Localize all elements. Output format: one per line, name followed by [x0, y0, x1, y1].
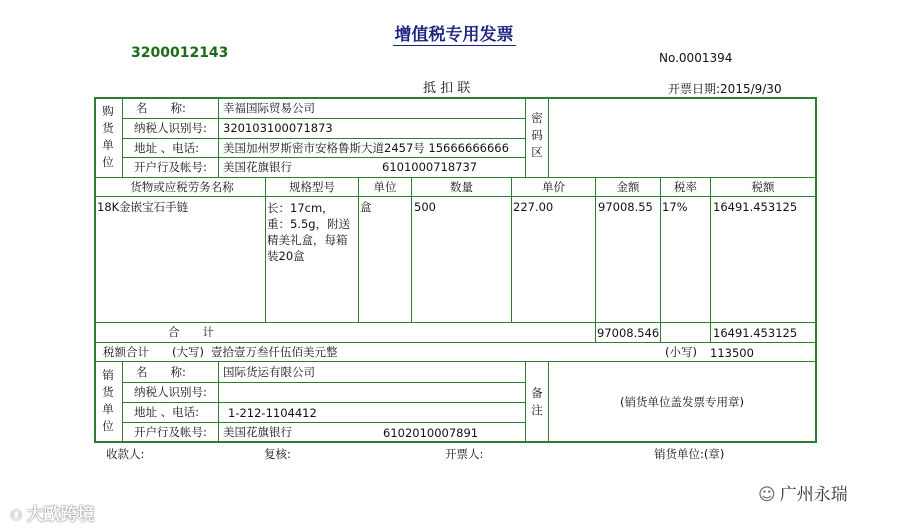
sum-upper-label: (大写)	[172, 345, 204, 359]
item-unit: 盒	[360, 200, 372, 214]
remarks-label: 备注	[531, 386, 543, 417]
seller-section-label: 销货单位	[102, 368, 114, 433]
buyer-name: 幸福国际贸易公司	[223, 101, 315, 115]
header-tax-rate: 税率	[674, 180, 697, 194]
watermark-logo-icon: ⚇	[10, 508, 23, 524]
wechat-icon: ☺	[758, 485, 776, 505]
seller-bank-label: 开户行及帐号:	[134, 425, 207, 439]
reviewer-label: 复核:	[264, 447, 291, 461]
seller-account: 6102010007891	[383, 426, 479, 440]
header-tax: 税额	[751, 180, 775, 194]
item-unit-price: 227.00	[513, 200, 554, 214]
seller-bank: 美国花旗银行	[223, 425, 292, 439]
item-tax: 16491.453125	[713, 200, 798, 214]
seller-name: 国际货运有限公司	[223, 365, 315, 379]
seller-address: 1-212-1104412	[228, 406, 317, 420]
header-amount: 金额	[616, 180, 640, 194]
invoice-code: 3200012143	[131, 45, 229, 61]
header-item-name: 货物或应税劳务名称	[130, 180, 234, 194]
header-unit-price: 单价	[542, 180, 565, 194]
seller-address-label: 地址 、电话:	[134, 405, 200, 419]
total-label: 合 计	[168, 325, 214, 339]
seller-taxid-label: 纳税人识别号:	[134, 385, 207, 399]
item-spec	[267, 200, 350, 264]
drawer-label: 开票人:	[445, 447, 484, 461]
invoice-number: No.0001394	[659, 51, 733, 65]
item-name: 18K金嵌宝石手链	[97, 200, 189, 214]
sum-lower-label: (小写)	[665, 345, 697, 359]
item-spec-line: 重：5.5g，附送	[267, 217, 351, 231]
buyer-name-label: 名 称:	[136, 101, 186, 115]
item-spec-line: 长：17cm，	[267, 201, 334, 215]
seller-stamp-label: 销货单位:(章)	[654, 447, 725, 461]
buyer-taxid-label: 纳税人识别号:	[134, 121, 207, 135]
payee-label: 收款人:	[106, 447, 145, 461]
watermark-left: ⚇ 大歐跨境	[10, 505, 95, 525]
sum-lower-value: 113500	[710, 346, 754, 360]
copy-name: 抵 扣 联	[423, 81, 471, 96]
buyer-address-label: 地址 、电话:	[134, 141, 200, 155]
seller-stamp-note: (销货单位盖发票专用章)	[620, 395, 744, 409]
item-tax-rate: 17%	[662, 200, 688, 214]
item-amount: 97008.55	[598, 200, 653, 214]
buyer-bank: 美国花旗银行	[223, 160, 292, 174]
header-unit: 单位	[373, 180, 397, 194]
buyer-address: 美国加州罗斯密市安格鲁斯大道2457号 15666666666	[223, 141, 509, 155]
item-spec-line: 精美礼盒，每箱	[267, 233, 348, 247]
buyer-section-label: 购货单位	[102, 104, 114, 169]
total-tax: 16491.453125	[713, 326, 798, 340]
total-amount: 97008.546	[597, 326, 660, 340]
password-zone-label: 密码区	[531, 111, 543, 159]
sum-upper-value: 壹拾壹万叁仟伍佰美元整	[211, 345, 338, 359]
issue-date: 开票日期:2015/9/30	[668, 82, 782, 96]
sum-label: 税额合计	[103, 345, 149, 359]
invoice-title: 增值税专用发票	[394, 25, 514, 45]
seller-name-label: 名 称:	[136, 365, 186, 379]
watermark-right: ☺ 广州永瑞	[758, 485, 848, 505]
buyer-taxid: 320103100071873	[223, 121, 333, 135]
buyer-bank-label: 开户行及帐号:	[134, 160, 207, 174]
item-quantity: 500	[414, 200, 436, 214]
buyer-account: 6101000718737	[382, 160, 478, 174]
header-quantity: 数量	[450, 180, 473, 194]
item-spec-line: 装20盒	[267, 249, 305, 263]
header-spec: 规格型号	[289, 180, 335, 194]
